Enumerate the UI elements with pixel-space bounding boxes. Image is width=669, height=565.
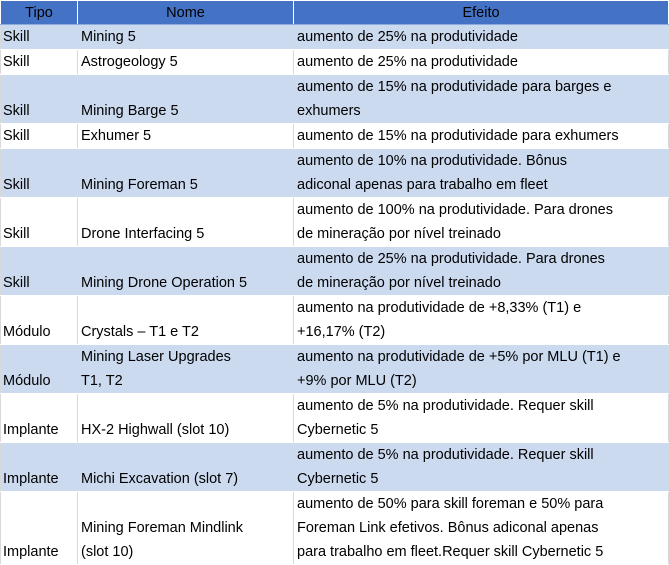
- table-row: [1, 394, 669, 443]
- cell-efeito-line: Foreman Link efetivos. Bônus adiconal apenas: [297, 520, 599, 536]
- cell-tipo: Skill: [1, 149, 78, 198]
- cell-efeito: [294, 75, 669, 124]
- table-row: [1, 296, 669, 345]
- cell-nome: [78, 296, 294, 345]
- table-row: [1, 345, 669, 394]
- cell-efeito-line: de mineração por nível treinado: [297, 275, 501, 291]
- cell-efeito-line: aumento de 15% na produtividade para exhumers: [297, 128, 619, 144]
- cell-nome: [78, 124, 294, 149]
- cell-nome-line: Michi Excavation (slot 7): [81, 471, 239, 487]
- cell-nome: [78, 394, 294, 443]
- cell-tipo: Módulo: [1, 296, 78, 345]
- cell-efeito: [294, 345, 669, 394]
- cell-efeito: [294, 25, 669, 50]
- cell-efeito-line: adiconal apenas para trabalho em fleet: [297, 177, 548, 193]
- cell-nome: [78, 75, 294, 124]
- cell-nome-line: Mining Foreman Mindlink: [81, 520, 243, 536]
- cell-efeito-line: aumento de 25% na produtividade. Para drones: [297, 251, 605, 267]
- cell-nome: [78, 50, 294, 75]
- cell-efeito: [294, 198, 669, 247]
- cell-tipo: Skill: [1, 50, 78, 75]
- header-row: [1, 1, 669, 25]
- cell-nome: [78, 345, 294, 394]
- cell-nome-line: (slot 10): [81, 544, 134, 560]
- cell-efeito-line: Cybernetic 5: [297, 422, 379, 438]
- cell-efeito-line: +16,17% (T2): [297, 324, 386, 340]
- cell-nome: [78, 247, 294, 296]
- cell-efeito: [294, 50, 669, 75]
- cell-tipo: Skill: [1, 25, 78, 50]
- cell-nome: [78, 443, 294, 492]
- cell-efeito-line: aumento de 100% na produtividade. Para drones: [297, 202, 613, 218]
- cell-efeito-line: exhumers: [297, 103, 361, 119]
- cell-nome-line: Mining 5: [81, 29, 136, 45]
- cell-nome-line: Mining Foreman 5: [81, 177, 198, 193]
- cell-efeito: [294, 443, 669, 492]
- table-body: [1, 25, 669, 565]
- cell-tipo: Skill: [1, 247, 78, 296]
- table-row: [1, 443, 669, 492]
- table-row: [1, 198, 669, 247]
- cell-nome-line: Exhumer 5: [81, 128, 152, 144]
- cell-efeito-line: aumento de 50% para skill foreman e 50% para: [297, 496, 604, 512]
- cell-efeito-line: aumento de 10% na produtividade. Bônus: [297, 153, 568, 169]
- cell-nome: [78, 492, 294, 565]
- table-row: [1, 492, 669, 565]
- cell-nome-line: HX-2 Highwall (slot 10): [81, 422, 230, 438]
- cell-tipo: Implante: [1, 443, 78, 492]
- cell-efeito-line: aumento de 5% na produtividade. Requer skill: [297, 447, 594, 463]
- cell-efeito: [294, 149, 669, 198]
- cell-nome-line: Drone Interfacing 5: [81, 226, 205, 242]
- cell-nome: [78, 25, 294, 50]
- cell-nome-line: Mining Laser Upgrades: [81, 349, 231, 365]
- cell-tipo: Módulo: [1, 345, 78, 394]
- cell-efeito-line: Cybernetic 5: [297, 471, 379, 487]
- cell-efeito-line: aumento de 25% na produtividade: [297, 29, 518, 45]
- table-row: [1, 50, 669, 75]
- cell-tipo: Skill: [1, 75, 78, 124]
- cell-efeito-line: para trabalho em fleet.Requer skill Cybernetic 5: [297, 544, 604, 560]
- cell-tipo: Skill: [1, 198, 78, 247]
- header-nome: Nome: [78, 1, 294, 25]
- cell-nome-line: Crystals – T1 e T2: [81, 324, 199, 340]
- cell-efeito-line: de mineração por nível treinado: [297, 226, 501, 242]
- cell-nome-line: Astrogeology 5: [81, 54, 178, 70]
- cell-nome: [78, 149, 294, 198]
- cell-efeito-line: aumento na produtividade de +5% por MLU (T1) e: [297, 349, 621, 365]
- cell-efeito: [294, 492, 669, 565]
- table-row: [1, 247, 669, 296]
- cell-efeito: [294, 124, 669, 149]
- cell-efeito-line: aumento de 25% na produtividade: [297, 54, 518, 70]
- cell-efeito-line: aumento de 5% na produtividade. Requer skill: [297, 398, 594, 414]
- cell-nome-line: Mining Barge 5: [81, 103, 179, 119]
- table-row: [1, 149, 669, 198]
- cell-efeito: [294, 394, 669, 443]
- cell-efeito-line: aumento de 15% na produtividade para barges e: [297, 79, 612, 95]
- cell-nome: [78, 198, 294, 247]
- cell-efeito-line: +9% por MLU (T2): [297, 373, 417, 389]
- cell-tipo: Implante: [1, 492, 78, 565]
- cell-nome-line: Mining Drone Operation 5: [81, 275, 248, 291]
- cell-tipo: Skill: [1, 124, 78, 149]
- table-row: [1, 75, 669, 124]
- table-row: [1, 124, 669, 149]
- cell-efeito: [294, 247, 669, 296]
- table-row: [1, 25, 669, 50]
- cell-efeito-line: aumento na produtividade de +8,33% (T1) e: [297, 300, 582, 316]
- header-tipo: Tipo: [1, 1, 78, 25]
- cell-nome-line: T1, T2: [81, 373, 123, 389]
- header-efeito: Efeito: [294, 1, 669, 25]
- cell-efeito: [294, 296, 669, 345]
- cell-tipo: Implante: [1, 394, 78, 443]
